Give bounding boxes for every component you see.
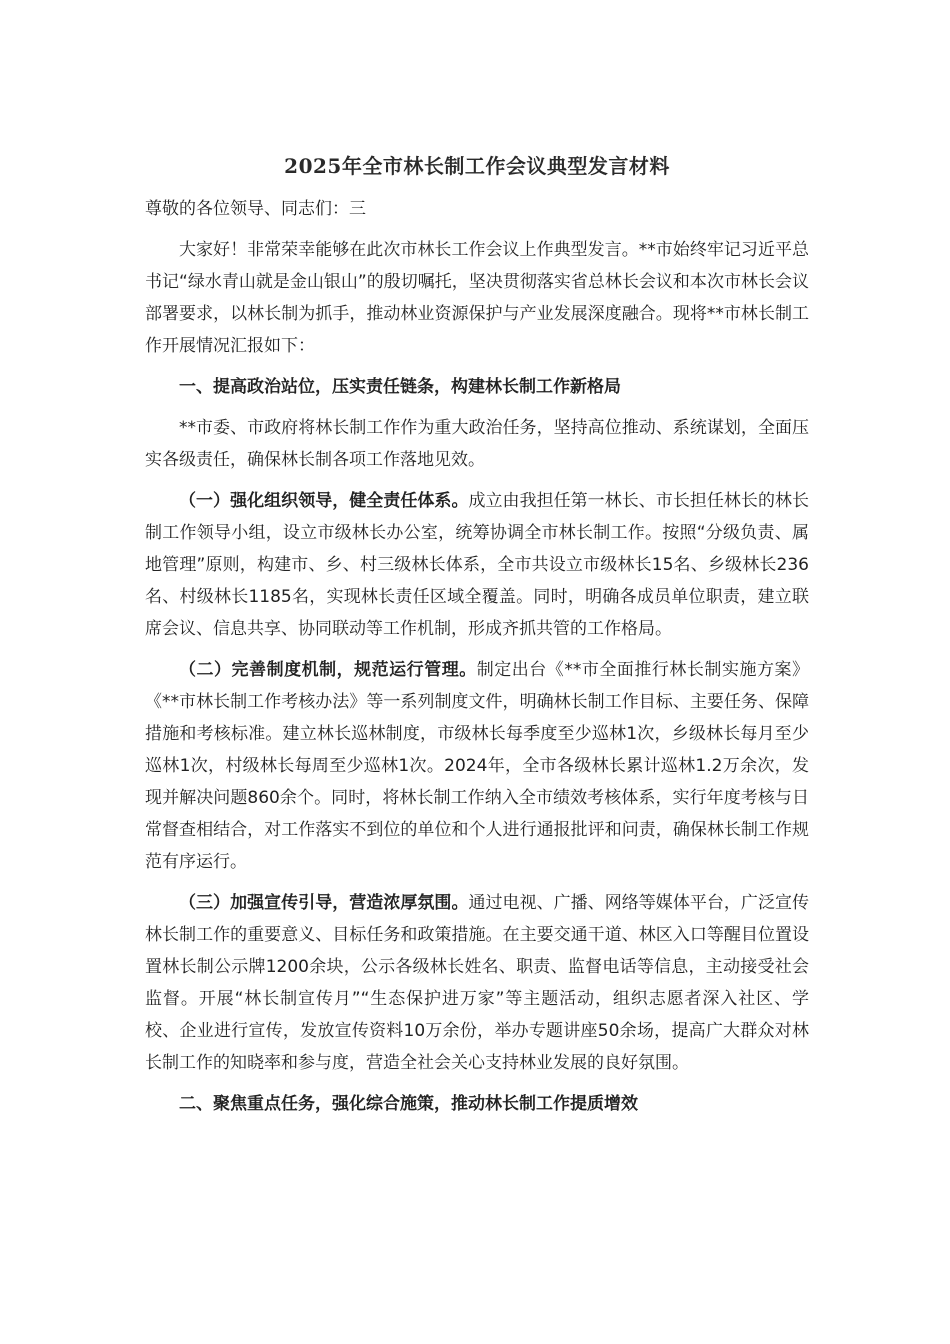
subsection-1-text: 成立由我担任第一林长、市长担任林长的林长制工作领导小组，设立市级林长办公室，统筹协调全市林长制工作。按照“分级负责、属地管理”原则，构建市、乡、村三级林长体系，全市共设立市级林长15名、乡级林长236名、村级林长1185名，实现林长责任区域全覆盖。同时，明确各成员单位职责，建立联席会议、信息共享、协同联动等工作机制，形成齐抓共管的工作格局。: [145, 491, 810, 639]
subsection-2-paragraph: [145, 654, 809, 878]
subsection-3-heading: （三）加强宣传引导，营造浓厚氛围。: [179, 893, 469, 913]
intro-paragraph: 大家好！非常荣幸能够在此次市林长工作会议上作典型发言。**市始终牢记习近平总书记“绿水青山就是金山银山”的殷切嘱托，坚决贯彻落实省总林长会议和本次市林长会议部署要求，以林长制为抓手，推动林业资源保护与产业发展深度融合。现将**市林长制工作开展情况汇报如下：: [145, 240, 809, 356]
document-title: 2025年全市林长制工作会议典型发言材料: [284, 154, 670, 178]
subsection-1-paragraph: [145, 485, 809, 645]
section-2-heading: 二、聚焦重点任务，强化综合施策，推动林长制工作提质增效: [179, 1094, 638, 1114]
subsection-3-text: 通过电视、广播、网络等媒体平台，广泛宣传林长制工作的重要意义、目标任务和政策措施。在主要交通干道、林区入口等醒目位置设置林长制公示牌1200余块，公示各级林长姓名、职责、监督电话等信息，主动接受社会监督。开展“林长制宣传月”“生态保护进万家”等主题活动，组织志愿者深入社区、学校、企业进行宣传，发放宣传资料10万余份，举办专题讲座50余场，提高广大群众对林长制工作的知晓率和参与度，营造全社会关心支持林业发展的良好氛围。: [145, 893, 810, 1073]
section-1-lead: **市委、市政府将林长制工作作为重大政治任务，坚持高位推动、系统谋划，全面压实各级责任，确保林长制各项工作落地见效。: [145, 418, 809, 470]
subsection-2-text: 制定出台《**市全面推行林长制实施方案》《**市林长制工作考核办法》等一系列制度文件，明确林长制工作目标、主要任务、保障措施和考核标准。建立林长巡林制度，市级林长每季度至少巡林1次，乡级林长每月至少巡林1次，村级林长每周至少巡林1次。2024年，全市各级林长累计巡林1.2万余次，发现并解决问题860余个。同时，将林长制工作纳入全市绩效考核体系，实行年度考核与日常督查相结合，对工作落实不到位的单位和个人进行通报批评和问责，确保林长制工作规范有序运行。: [145, 660, 810, 872]
subsection-2-heading: （二）完善制度机制，规范运行管理。: [179, 660, 477, 680]
subsection-1-heading: （一）强化组织领导，健全责任体系。: [179, 491, 469, 511]
section-1-heading: 一、提高政治站位，压实责任链条，构建林长制工作新格局: [179, 377, 621, 397]
subsection-3-paragraph: [145, 887, 809, 1079]
document-page: [145, 150, 809, 1129]
salutation: 尊敬的各位领导、同志们：三: [145, 199, 366, 219]
